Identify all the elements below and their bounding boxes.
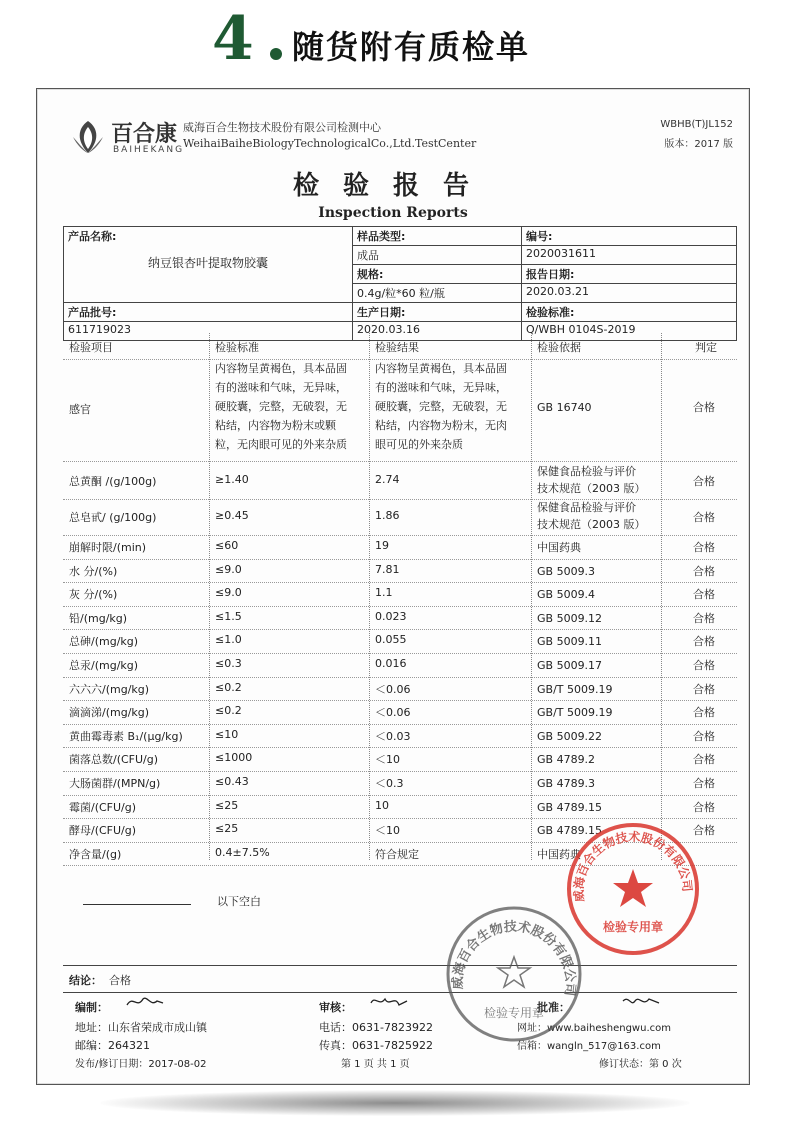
org-name-en: WeihaiBaiheBiologyTechnologicalCo.,Ltd.TestCenter [183,137,477,150]
row-item: 水 分/(%) [69,564,118,578]
row-basis [537,563,595,580]
sensory-basis: GB 16740 [537,401,592,414]
prepared-label: 编制： [75,1001,108,1014]
row-verdict: 合格 [693,753,715,767]
sensory-result: 内容物呈黄褐色，具本品固 有的滋味和气味，无异味， 硬胶囊，完整，无破裂，无 粘结，内容物为粉末，无肉 眼可见的外来杂质 [375,362,507,451]
sample-type: 成品 [353,246,522,265]
phone: 电话：0631-7823922 [319,1021,433,1034]
row-basis-line: GB 5009.17 [537,659,603,672]
row-verdict: 合格 [693,611,715,625]
row-standard: ≤25 [215,822,239,836]
email: 信箱：wangln_517@163.com [517,1041,661,1052]
org-name: 威海百合生物技术股份有限公司检测中心 [183,121,381,134]
address: 地址：山东省荣成市成山镇 [75,1021,207,1034]
row-basis-line: GB 4789.3 [537,777,596,790]
row-result: 0.055 [375,633,407,647]
row-verdict: 合格 [693,682,715,696]
row-verdict: 合格 [693,800,715,814]
table-row [63,629,737,653]
row-result: ＜0.06 [375,706,411,720]
row-standard: ≤25 [215,798,239,812]
table-row [63,582,737,606]
row-verdict: 合格 [693,659,715,672]
row-basis-line: GB/T 5009.19 [537,706,613,720]
row-item: 灰 分/(%) [69,588,118,602]
approved-label: 批准： [537,1001,570,1014]
conclusion-value: 合格 [109,974,131,987]
postcode: 邮编：264321 [75,1039,150,1052]
table-row [63,653,737,677]
row-standard: ≤60 [215,539,239,552]
table-row [63,724,737,748]
row-basis-line: GB 5009.11 [537,635,603,649]
product-name: 纳豆银杏叶提取物胶囊 [148,256,269,270]
section-number: 4 [212,4,254,74]
row-basis [537,799,602,816]
row-result: 1.86 [375,509,400,522]
row-result: ＜0.06 [375,682,411,696]
table-row [63,677,737,701]
report-date: 2020.03.21 [522,284,737,303]
row-basis-line: GB/T 5009.19 [537,682,613,696]
doc-number: WBHB(T)JL152 [660,119,733,130]
row-basis [537,751,595,768]
row-basis-line: 中国药典 [537,847,581,861]
row-basis [537,499,646,533]
sensory-item: 感官 [69,403,91,416]
paper-shadow [100,1090,690,1116]
prod-date-label: 生产日期: [353,303,522,322]
table-row [63,606,737,630]
row-standard: ≤9.0 [215,586,242,600]
row-item: 六六六/(mg/kg) [69,682,150,696]
row-item: 霉菌/(CFU/g) [69,800,137,814]
row-basis-line: GB 5009.3 [537,564,596,578]
row-result: 19 [375,539,389,552]
row-verdict: 合格 [693,588,715,602]
report-date-label: 报告日期: [522,265,737,284]
row-basis [537,704,612,721]
row-item: 酵母/(CFU/g) [69,824,137,838]
batch: 611719023 [64,322,353,341]
row-verdict: 合格 [693,729,715,743]
row-verdict: 合格 [693,511,715,524]
row-verdict: 合格 [693,824,715,838]
row-basis-line: 保健食品检验与评价 [537,465,636,478]
row-standard: ≤10 [215,727,239,741]
row-item: 崩解时限/(min) [69,541,147,554]
row-result: 符合规定 [375,847,419,861]
report-title: 检验报告 [292,171,493,201]
revision-status: 修订状态：第 0 次 [599,1059,682,1070]
table-row [63,771,737,795]
col-basis-header: 检验依据 [537,341,581,354]
svg-text:检验专用章: 检验专用章 [483,1006,545,1020]
row-basis-line: 技术规范（2003 版） [537,518,646,531]
batch-label: 产品批号: [64,303,353,322]
row-basis [537,633,602,650]
row-result: 10 [375,798,389,812]
row-standard: ≤0.43 [215,775,249,788]
serial: 2020031611 [522,246,737,265]
row-result: 7.81 [375,562,400,576]
page-number: 第 1 页 共 1 页 [341,1059,410,1070]
row-standard: 0.4±7.5% [215,845,270,859]
row-item: 总砷/(mg/kg) [69,635,139,649]
row-basis [537,610,602,627]
row-result: 2.74 [375,473,400,486]
doc-version: 版本：2017 版 [664,139,733,150]
row-result: 1.1 [375,586,393,600]
standard: Q/WBH 0104S-2019 [522,322,737,341]
row-basis [537,586,595,603]
row-item: 大肠菌群/(MPN/g) [69,777,161,790]
prepared-signature-icon [125,993,165,1011]
table-row [63,747,737,771]
row-standard: ≤1000 [215,751,253,765]
report-title-en: Inspection Reports [318,205,468,221]
section-banner [0,0,790,88]
fax: 传真：0631-7825922 [319,1039,433,1052]
logo-subtext: BAIHEKANG [113,145,185,155]
row-item: 铅/(mg/kg) [69,611,128,625]
col-result-header: 检验结果 [375,341,419,354]
col-item-header: 检验项目 [69,341,113,354]
spec-label: 规格: [353,265,522,284]
row-standard: ≥1.40 [215,473,249,486]
row-result: ＜10 [375,824,400,838]
row-basis-line: GB 4789.15 [537,800,603,814]
row-basis [537,539,581,556]
section-title: 随货附有质检单 [292,28,531,66]
row-item: 总黄酮 /(g/100g) [69,475,157,488]
row-standard: ≤0.2 [215,680,242,694]
row-verdict: 合格 [693,635,715,649]
table-row [63,795,737,819]
serial-label: 编号: [522,227,737,246]
table-row [63,700,737,724]
approved-signature-icon [621,993,661,1011]
prod-date: 2020.03.16 [353,322,522,341]
row-basis-line: 保健食品检验与评价 [537,501,636,514]
row-verdict: 合格 [693,777,715,790]
svg-text:威海百合生物技术股份有限公司: 威海百合生物技术股份有限公司 [450,919,578,997]
blank-divider [83,904,191,905]
sample-type-label: 样品类型: [353,227,522,246]
row-basis [537,728,602,745]
row-basis-line: GB 4789.15 [537,824,603,838]
inspection-report [36,88,750,1085]
row-item: 滴滴涕/(mg/kg) [69,706,150,720]
gray-stamp-icon [441,901,587,1047]
standard-label: 检验标准: [522,303,737,322]
row-item: 菌落总数/(CFU/g) [69,753,159,767]
row-basis-line: GB 4789.2 [537,753,596,767]
table-row [63,559,737,583]
col-verdict-header: 判定 [695,341,717,354]
row-basis [537,681,612,698]
row-standard: ≤0.2 [215,704,242,718]
row-basis [537,775,595,792]
spec: 0.4g/粒*60 粒/瓶 [353,284,522,303]
row-basis-line: GB 5009.12 [537,611,603,625]
row-basis-line: 技术规范（2003 版） [537,482,646,495]
reviewed-signature-icon [369,993,409,1011]
row-item: 总皂甙/ (g/100g) [69,511,157,524]
svg-text:检验专用章: 检验专用章 [602,920,664,934]
row-result: 0.023 [375,609,407,623]
row-basis-line: GB 5009.22 [537,729,603,743]
sensory-row [63,359,737,461]
row-standard: ≤1.5 [215,609,242,623]
row-item: 黄曲霉毒素 B₁/(μg/kg) [69,729,183,743]
banner-dot [270,48,282,60]
issue-date: 发布/修订日期：2017-08-02 [75,1059,207,1070]
website: 网址：www.baiheshengwu.com [517,1023,671,1034]
row-standard: ≤0.3 [215,657,242,670]
product-name-cell [64,227,353,303]
product-info-table [63,226,737,341]
row-result: ＜0.03 [375,729,411,743]
row-verdict: 合格 [693,541,715,554]
row-result: ＜10 [375,753,400,767]
table-row [63,535,737,559]
product-name-label: 产品名称: [68,230,117,243]
row-standard: ≥0.45 [215,509,249,522]
row-item: 净含量/(g) [69,847,122,861]
blank-note: 以下空白 [217,895,261,908]
row-item: 总汞/(mg/kg) [69,659,139,672]
row-result: ＜0.3 [375,777,404,790]
svg-text:威海百合生物技术股份有限公司: 威海百合生物技术股份有限公司 [571,829,695,903]
row-verdict: 合格 [693,475,715,488]
row-result: 0.016 [375,657,407,670]
row-standard: ≤1.0 [215,633,242,647]
reviewed-label: 审核： [319,1001,352,1014]
row-basis [537,463,646,497]
lily-logo-icon [69,117,107,157]
conclusion-row [63,965,737,993]
row-basis-line: 中国药典 [537,541,581,554]
col-standard-header: 检验标准 [215,341,259,354]
table-row [63,463,737,499]
row-standard: ≤9.0 [215,562,242,576]
row-verdict: 合格 [693,564,715,578]
logo-text: 百合康 [111,122,178,147]
sensory-standard: 内容物呈黄褐色，具本品固 有的滋味和气味，无异味， 硬胶囊，完整，无破裂，无 粘结，内容物为粉末或颗 粒，无肉眼可见的外来杂质 [215,362,347,451]
table-row [63,499,737,535]
row-basis [537,657,602,674]
conclusion-label: 结论： [69,974,102,987]
sensory-verdict: 合格 [693,401,715,414]
row-verdict: 合格 [693,706,715,720]
row-basis-line: GB 5009.4 [537,588,596,602]
